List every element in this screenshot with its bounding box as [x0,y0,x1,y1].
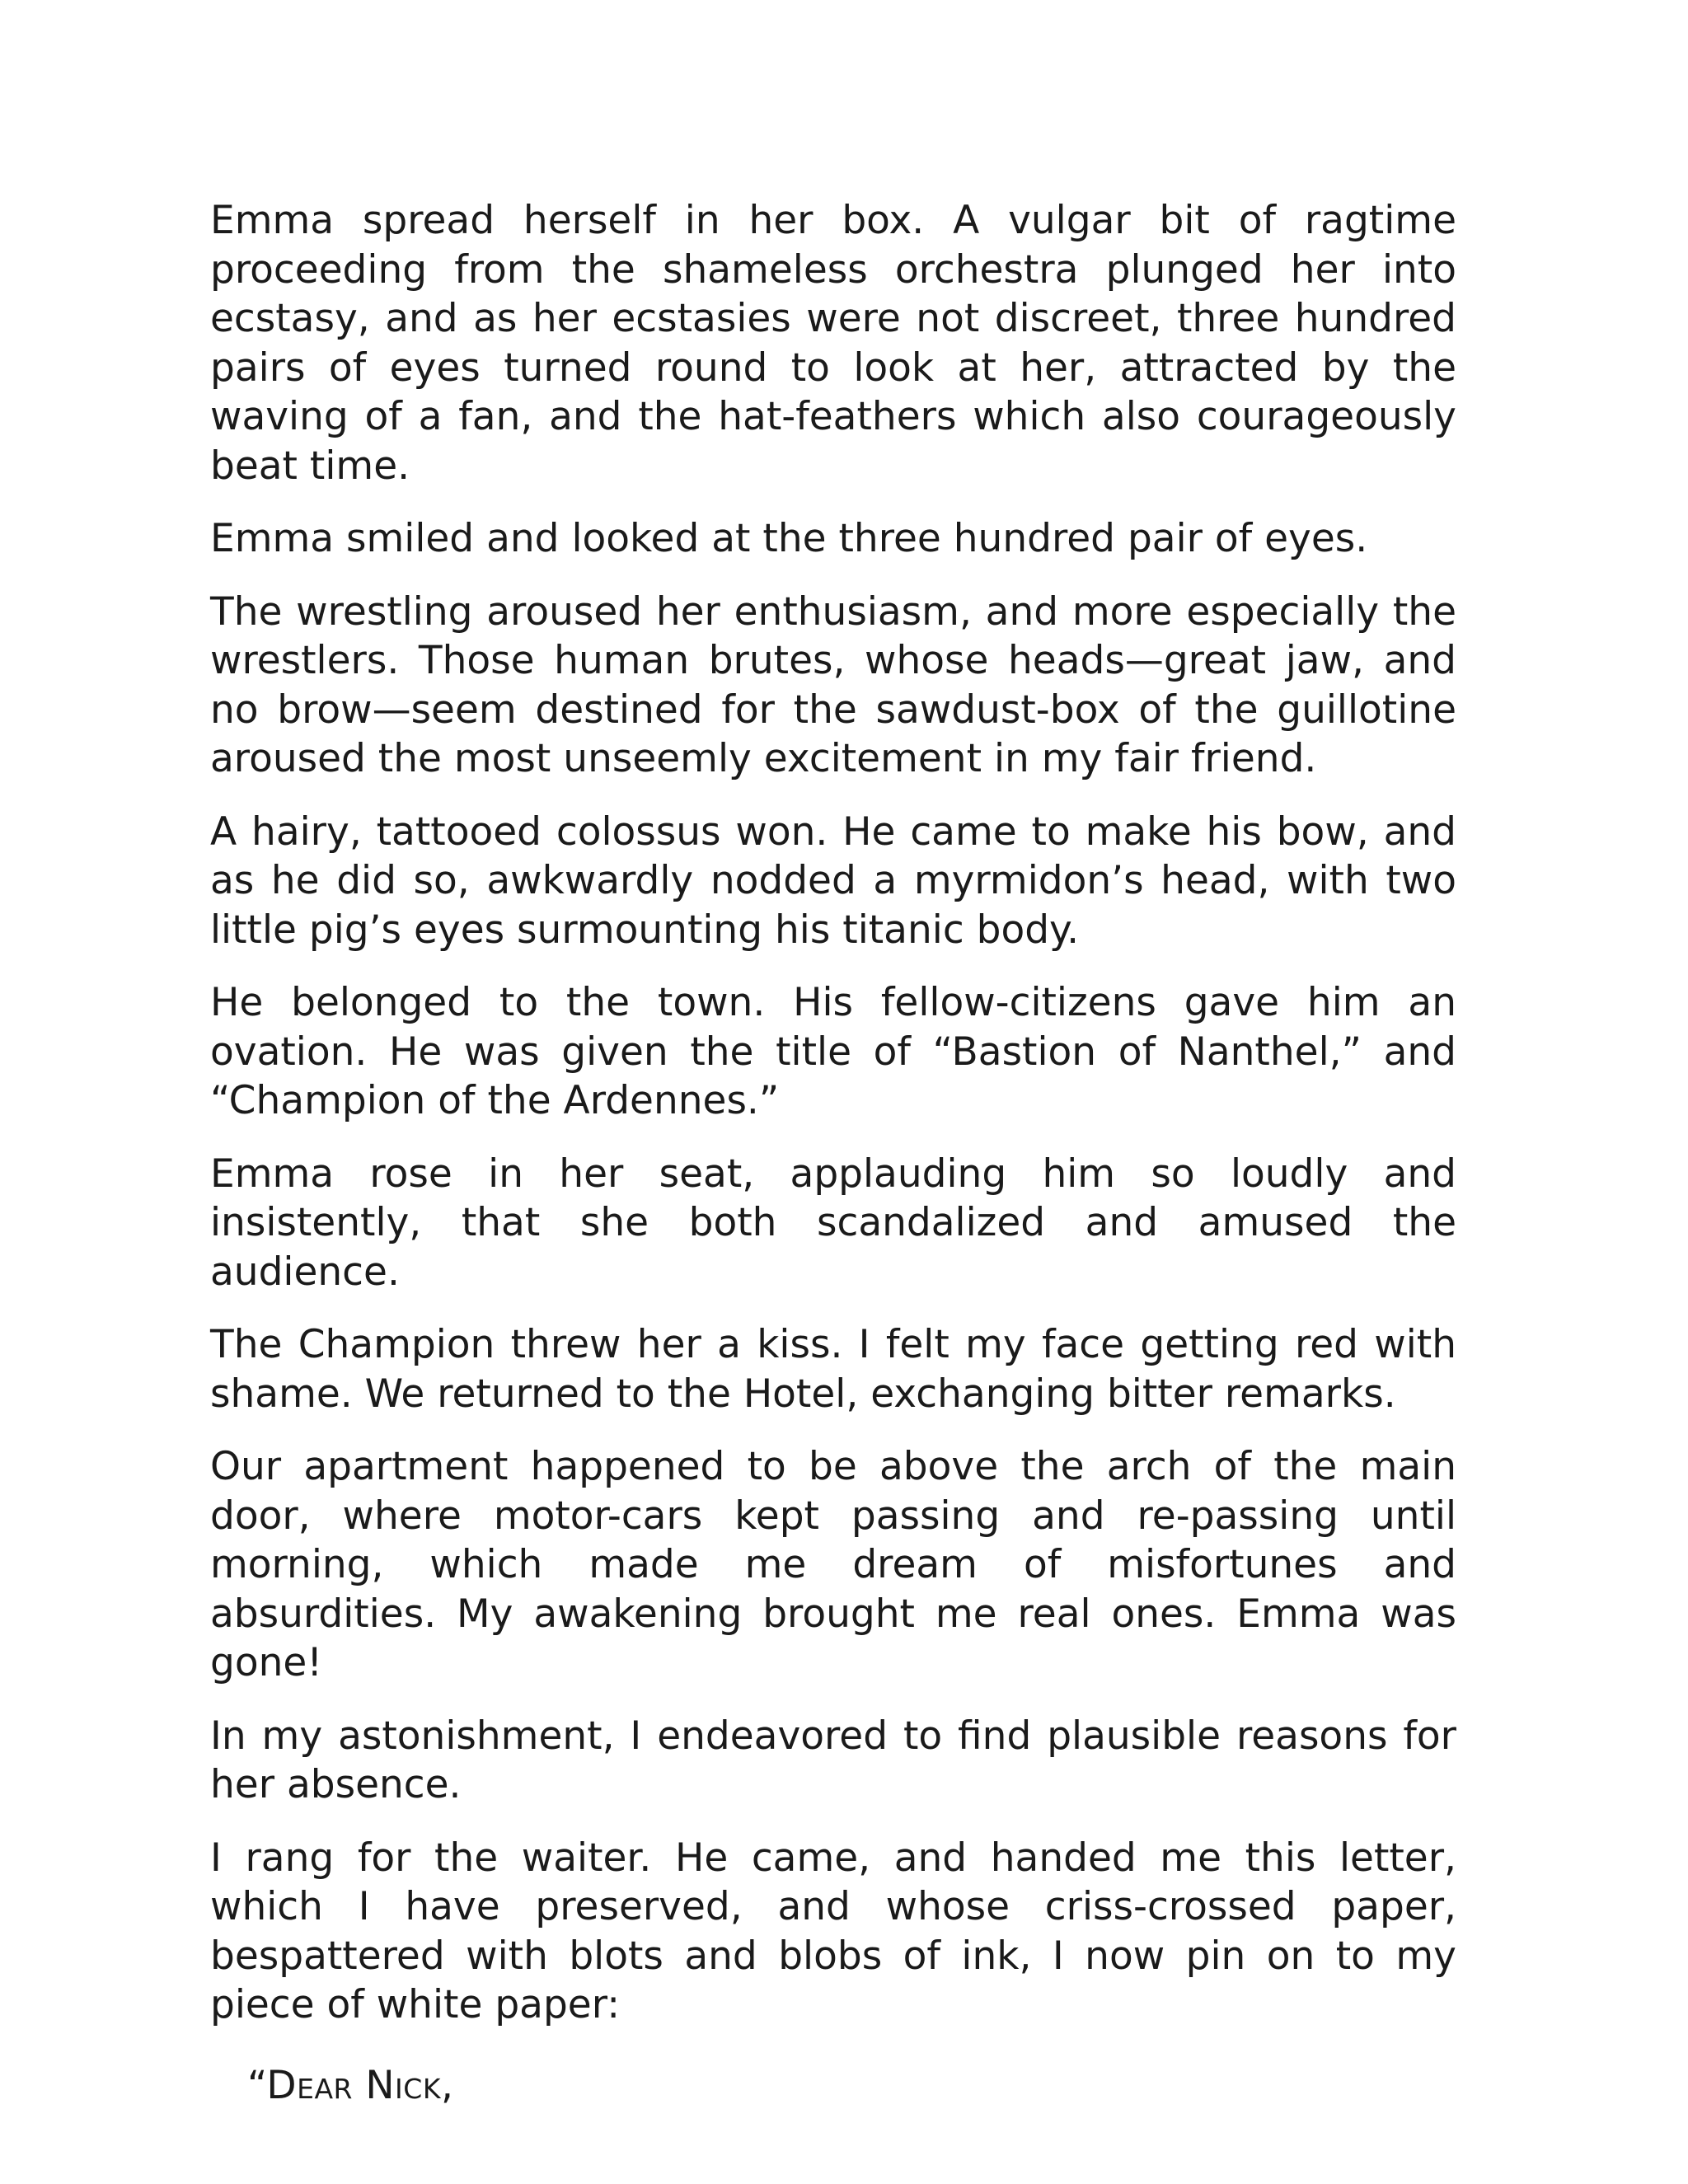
paragraph-9: In my astonishment, I endeavored to find plausible reasons for her absence. [210,1713,1456,1807]
paragraph-2: Emma smiled and looked at the three hundred pair of eyes. [210,516,1368,561]
paragraph-1: Emma spread herself in her box. A vulgar bit of ragtime proceeding from the shameless orchestra plunged her into ecstasy, and as her ecstasies were not discreet, three hundred pairs of eyes turned round to look at her, attracted by the waving of a fan, and the hat-feathers which also courageously beat time. [210,198,1456,489]
page-body [210,196,1456,2110]
paragraph-5: He belonged to the town. His fellow-citizens gave him an ovation. He was given the title of “Bastion of Nanthel,” and “Champion of the Ardennes.” [210,980,1456,1123]
paragraph-8: Our apartment happened to be above the arch of the main door, where motor-cars kept passing and re-passing until morning, which made me dream of misfortunes and absurdities. My awakening brought me real ones. Emma was gone! [210,1444,1456,1685]
paragraph-3: The wrestling aroused her enthusiasm, and more especially the wrestlers. Those human brutes, whose heads—great jaw, and no brow—seem destined for the sawdust-box of the guillotine aroused the most unseemly excitement in my fair friend. [210,588,1456,781]
paragraph-10: I rang for the waiter. He came, and handed me this letter, which I have preserved, and whose criss-crossed paper, bespattered with blots and blobs of ink, I now pin on to my piece of white paper: [210,1835,1456,2027]
paragraph-6: Emma rose in her seat, applauding him so loudly and insistently, that she both scandalized and amused the audience. [210,1151,1456,1295]
paragraph-4: A hairy, tattooed colossus won. He came to make his bow, and as he did so, awkwardly nodded a myrmidon’s head, with two little pig’s eyes surmounting his titanic body. [210,808,1456,953]
paragraph-7: The Champion threw her a kiss. I felt my face getting red with shame. We returned to the Hotel, exchanging bitter remarks. [210,1322,1456,1417]
letter-salutation: “Dear Nick, [247,2062,454,2108]
